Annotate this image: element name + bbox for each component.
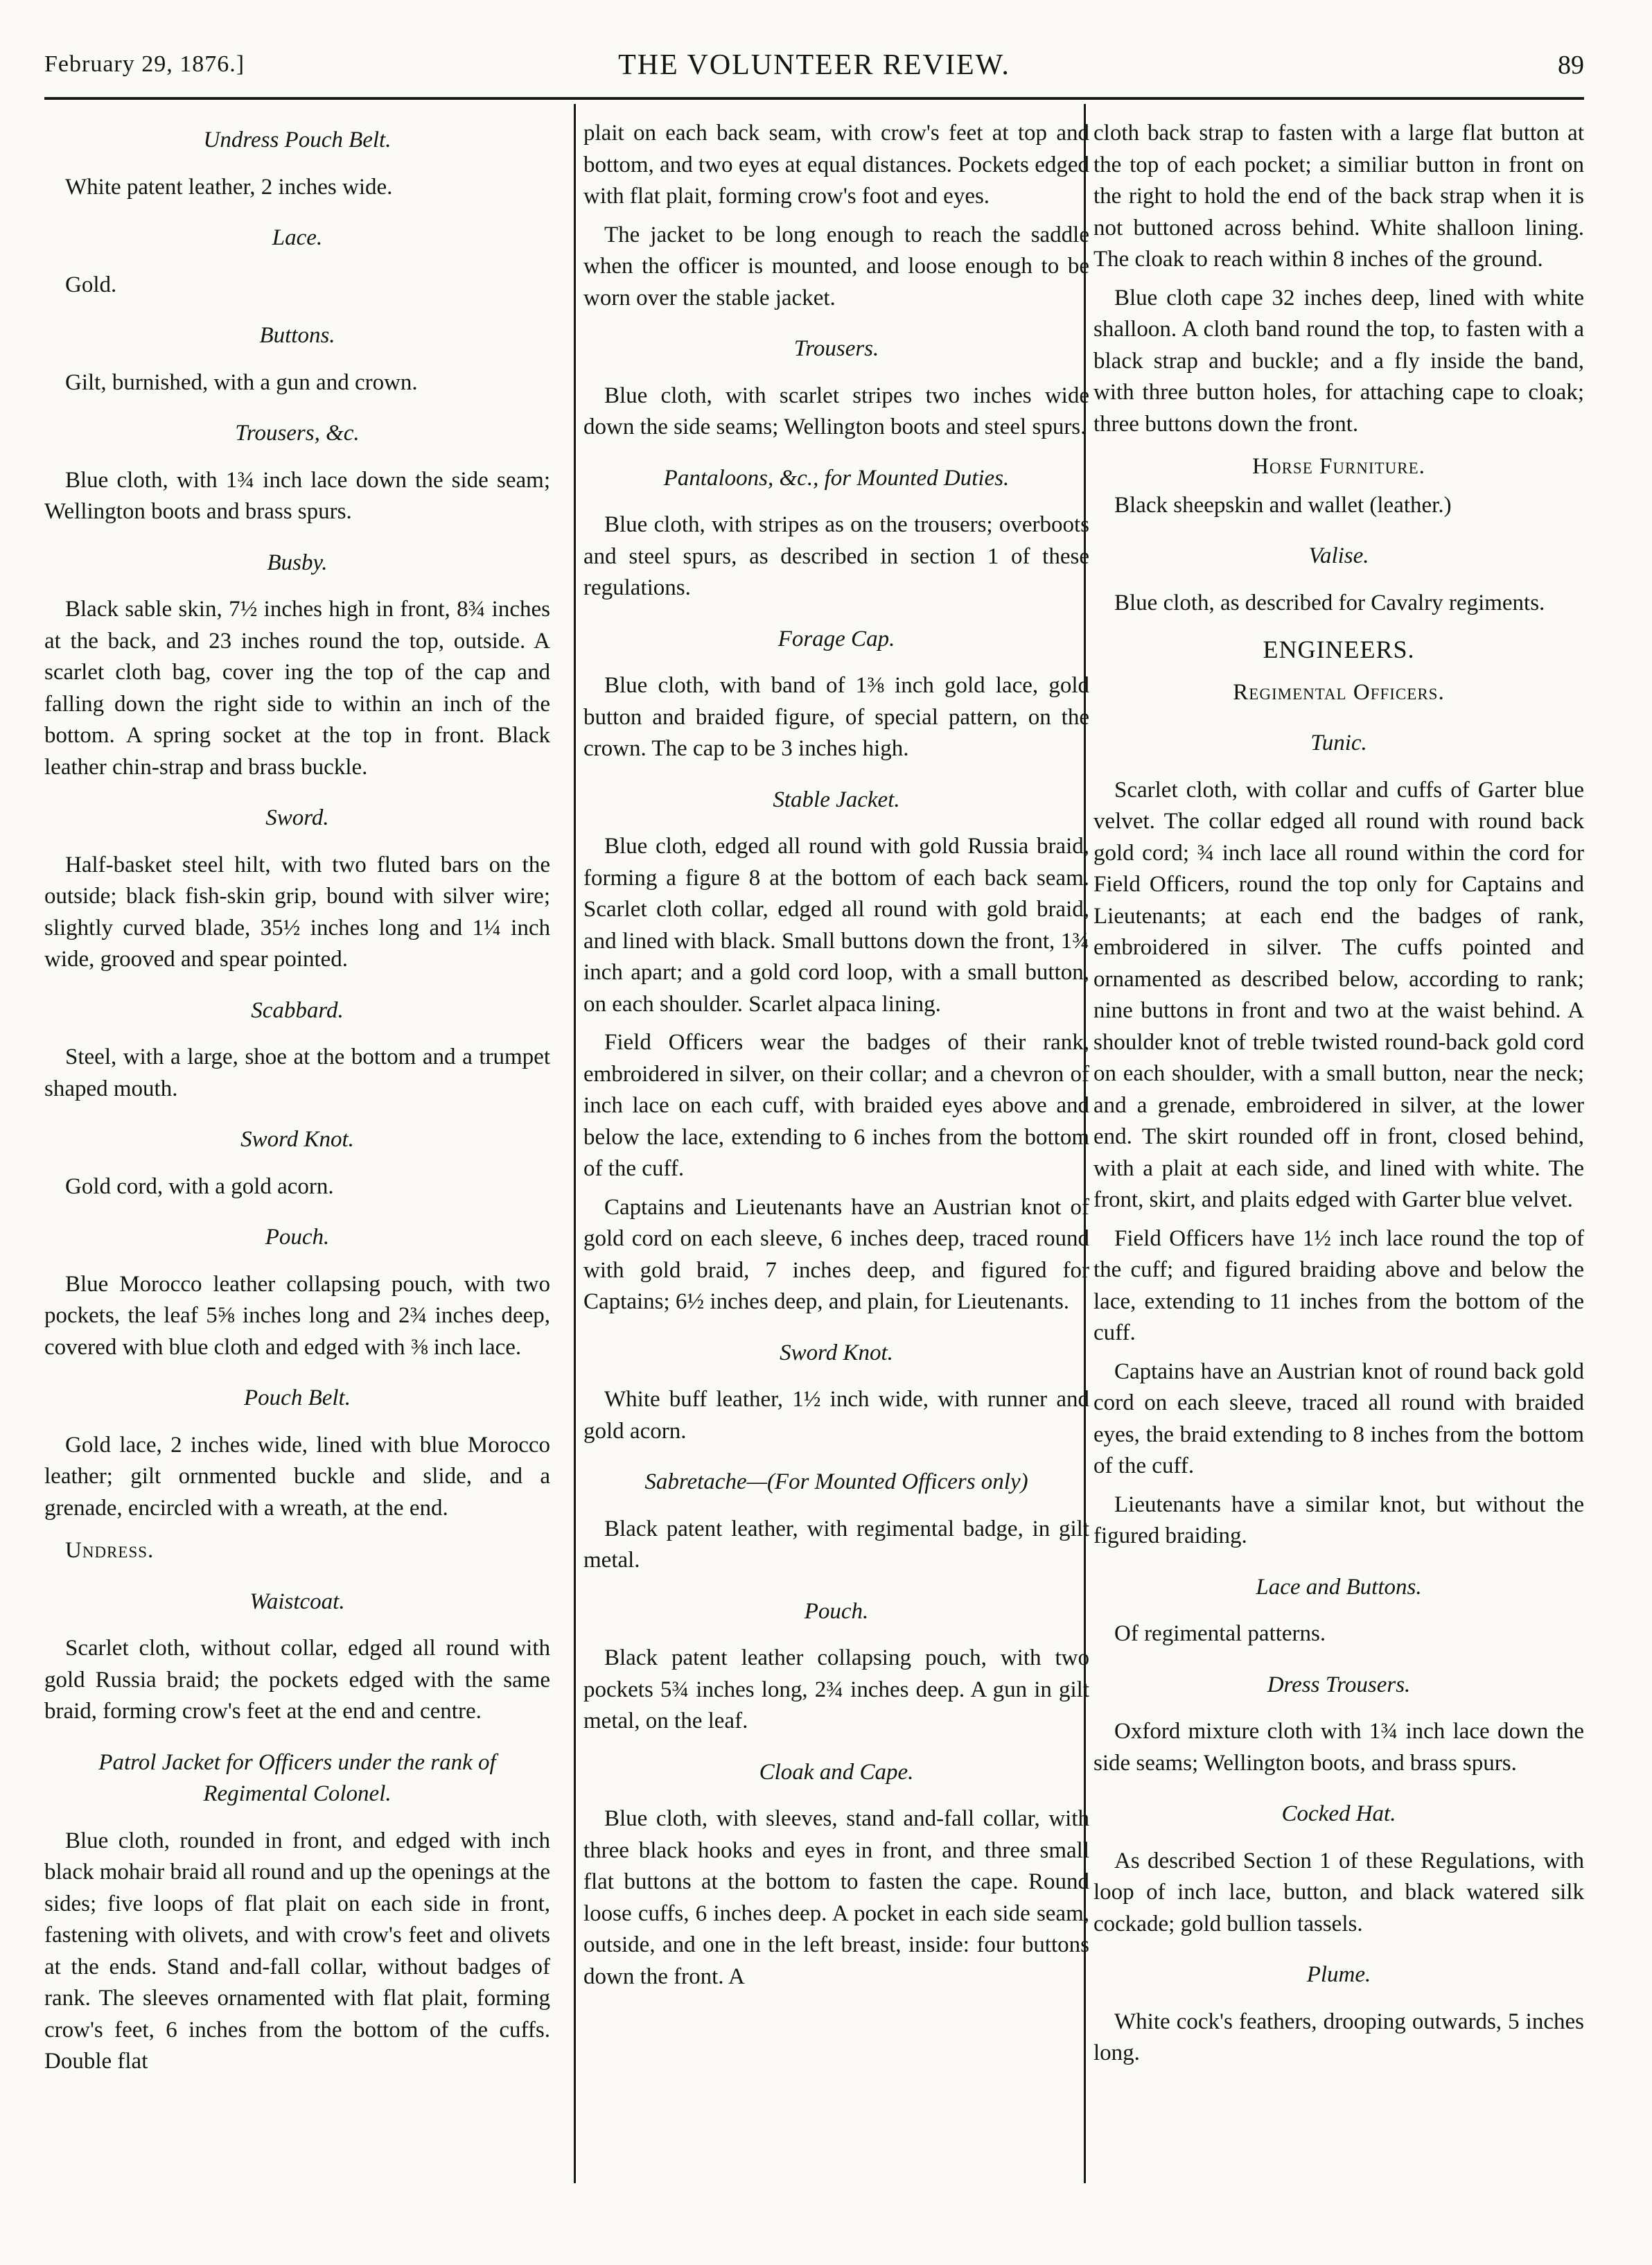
section-heading: Tunic. — [1310, 731, 1367, 755]
paragraph: Blue cloth, with stripes as on the trousers; overboots and steel spurs, as described in section 1 of these regulations. — [583, 512, 1089, 600]
paragraph: Scarlet cloth, without collar, edged all round with gold Russia braid; the pockets edged with the same braid, forming crow's feet at the end and centre. — [44, 1636, 550, 1724]
section-heading: Stable Jacket. — [773, 787, 900, 812]
subsection-heading: Regimental Officers. — [1233, 679, 1445, 705]
section-heading: Pouch Belt. — [244, 1385, 351, 1410]
paragraph: Captains and Lieutenants have an Austrian knot of gold cord on each sleeve, 6 inches deep, traced round with gold braid, 7 inches deep, and figured for Captains; 6½ inches deep, and plain, for Lieutenants. — [583, 1194, 1089, 1314]
paragraph: Blue cloth, with band of 1⅜ inch gold lace, gold button and braided figure, of special pattern, on the crown. The cap to be 3 inches high. — [583, 673, 1089, 761]
section-heading: Dress Trousers. — [1267, 1672, 1411, 1697]
paragraph: Black sheepskin and wallet (leather.) — [1114, 492, 1452, 518]
section-heading: Sword Knot. — [780, 1340, 893, 1365]
paragraph: Blue cloth, with 1¾ inch lace down the side seam; Wellington boots and brass spurs. — [44, 467, 550, 524]
paragraph: As described Section 1 of these Regulations, with loop of inch lace, button, and black watered silk cockade; gold bullion tassels. — [1093, 1848, 1584, 1936]
section-heading: Forage Cap. — [777, 626, 895, 651]
corps-heading: ENGINEERS. — [1263, 636, 1415, 663]
paragraph: plait on each back seam, with crow's feet at top and bottom, and two eyes at equal distances. Pockets edged with flat plait, forming crow's foot and eyes. — [583, 121, 1089, 209]
paragraph: Blue cloth, with sleeves, stand and-fall collar, with three black hooks and eyes in front, and three small flat buttons at the bottom to fasten the cape. Round loose cuffs, 6 inches deep. A pocket in each side seam, outside, and one in the left breast, inside: four buttons down the front. A — [583, 1806, 1089, 1989]
page-header — [44, 43, 1584, 98]
header-rule — [44, 97, 1584, 100]
paragraph: Blue cloth, edged all round with gold Russia braid, forming a figure 8 at the bottom of each back seam. Scarlet cloth collar, edged all round with gold braid, and lined with black. Small buttons down the front, 1¾ inch apart; and a gold cord loop, with a small button, on each shoulder. Scarlet alpaca lining. — [583, 834, 1089, 1017]
paragraph: Gold. — [65, 272, 117, 297]
section-heading: Trousers, &c. — [235, 421, 360, 446]
paragraph: Field Officers have 1½ inch lace round the top of the cuff; and figured braiding above and below the lace, extending to 11 inches from the bottom of the cuff. — [1093, 1225, 1584, 1345]
section-heading: Patrol Jacket for Officers under the rank of Regimental Colonel. — [98, 1749, 496, 1806]
paragraph: Black patent leather, with regimental badge, in gilt metal. — [583, 1516, 1089, 1573]
paragraph: Blue cloth, as described for Cavalry regiments. — [1114, 590, 1545, 615]
paragraph: Captains have an Austrian knot of round back gold cord on each sleeve, traced all round with braided eyes, the braid extending to 8 inches from the bottom of the cuff. — [1093, 1358, 1584, 1478]
paragraph: Of regimental patterns. — [1114, 1621, 1326, 1646]
section-heading: Cloak and Cape. — [759, 1759, 914, 1785]
section-heading: Sabretache—(For Mounted Officers only) — [644, 1469, 1028, 1494]
publication-title: THE VOLUNTEER REVIEW. — [618, 49, 1010, 81]
section-heading: Lace and Buttons. — [1256, 1574, 1422, 1600]
subsection-heading: Horse Furniture. — [1252, 454, 1425, 479]
section-heading: Pantaloons, &c., for Mounted Duties. — [663, 465, 1010, 491]
paragraph: cloth back strap to fasten with a large flat button at the top of each pocket; a similiar button in front on the right to hold the end of the back strap when it is not buttoned across behind. White shalloon lining. The cloak to reach within 8 inches of the ground. — [1093, 121, 1584, 272]
section-heading: Pouch. — [265, 1225, 330, 1250]
section-heading: Buttons. — [259, 323, 335, 348]
section-heading: Sword. — [265, 805, 329, 830]
paragraph: White buff leather, 1½ inch wide, with runner and gold acorn. — [583, 1387, 1089, 1444]
paragraph: The jacket to be long enough to reach the saddle when the officer is mounted, and loose enough to be worn over the stable jacket. — [583, 222, 1089, 311]
subsection-heading: Undress. — [65, 1538, 155, 1563]
paragraph: Lieutenants have a similar knot, but without the figured braiding. — [1093, 1492, 1584, 1548]
section-heading: Scabbard. — [251, 997, 344, 1023]
section-heading: Waistcoat. — [249, 1589, 345, 1614]
paragraph: Scarlet cloth, with collar and cuffs of Garter blue velvet. The collar edged all round with round back gold cord; ¾ inch lace all round within the cord for Field Officers, round the top only for Captains and Lieutenants; at each end the badges of rank, embroidered in silver. The cuffs pointed and ornamented as described below, according to rank; nine buttons in front and two at the waist behind. A shoulder knot of treble twisted round-back gold cord on each shoulder, with a small button, near the neck; and a grenade, embroidered in silver, at the lower end. The skirt rounded off in front, closed behind, with a plait at each side, and lined with white. The front, skirt, and plaits edged with Garter blue velvet. — [1093, 777, 1584, 1212]
paragraph: Black patent leather collapsing pouch, with two pockets 5¾ inches long, 2¾ inches deep. A gun in gilt metal, on the leaf. — [583, 1645, 1089, 1733]
paragraph: Field Officers wear the badges of their rank, embroidered in silver, on their collar; and a chevron of inch lace on each cuff, with braided eyes above and below the lace, extending to 6 inches from the bottom of the cuff. — [583, 1030, 1089, 1181]
paragraph: Gold lace, 2 inches wide, lined with blue Morocco leather; gilt ornmented buckle and slide, and a grenade, encircled with a wreath, at the end. — [44, 1432, 550, 1521]
paragraph: Blue cloth, with scarlet stripes two inches wide down the side seams; Wellington boots and steel spurs. — [583, 383, 1089, 439]
issue-date: February 29, 1876.] — [44, 51, 245, 77]
paragraph: White patent leather, 2 inches wide. — [65, 174, 393, 200]
paragraph: Oxford mixture cloth with 1¾ inch lace down the side seams; Wellington boots, and brass spurs. — [1093, 1719, 1584, 1776]
paragraph: Blue Morocco leather collapsing pouch, with two pockets, the leaf 5⅝ inches long and 2¾ inches deep, covered with blue cloth and edged with ⅜ inch lace. — [44, 1271, 550, 1360]
column-divider-1 — [574, 104, 576, 2183]
paragraph: White cock's feathers, drooping outwards, 5 inches long. — [1093, 2009, 1584, 2065]
paragraph: Blue cloth, rounded in front, and edged with inch black mohair braid all round and up the openings at the sides; five loops of flat plait on each side in front, fastening with olivets, and with crow's feet and olivets at the ends. Stand and-fall collar, without badges of rank. The sleeves ornamented with flat plait, forming crow's feet, 6 inches from the bottom of the cuffs. Double flat — [44, 1828, 550, 2074]
paragraph: Half-basket steel hilt, with two fluted bars on the outside; black fish-skin grip, bound with silver wire; slightly curved blade, 35½ inches long and 1¼ inch wide, grooved and spear pointed. — [44, 852, 550, 972]
page-number: 89 — [1558, 51, 1584, 80]
section-heading: Cocked Hat. — [1281, 1801, 1396, 1826]
section-heading: Trousers. — [793, 336, 879, 361]
paragraph: Gilt, burnished, with a gun and crown. — [65, 369, 418, 395]
section-heading: Lace. — [272, 225, 323, 250]
section-heading: Valise. — [1308, 543, 1369, 568]
paragraph: Gold cord, with a gold acorn. — [65, 1173, 334, 1199]
paragraph: Black sable skin, 7½ inches high in front, 8¾ inches at the back, and 23 inches round the top, outside. A scarlet cloth bag, cover ing the top of the cap and falling down the right side to within an inch of the bottom. A spring socket at the top in front. Black leather chin-strap and brass buckle. — [44, 597, 550, 780]
paragraph: Blue cloth cape 32 inches deep, lined with white shalloon. A cloth band round the top, to fasten with a black strap and buckle; and a fly inside the band, with three button holes, for attaching cape to cloak; three buttons down the front. — [1093, 285, 1584, 437]
column-2 — [583, 118, 1089, 2000]
paragraph: Steel, with a large, shoe at the bottom and a trumpet shaped mouth. — [44, 1044, 550, 1101]
section-heading: Plume. — [1306, 1962, 1371, 1987]
section-heading: Pouch. — [804, 1598, 869, 1624]
section-heading: Sword Knot. — [240, 1127, 354, 1152]
column-1 — [44, 118, 550, 2085]
section-heading: Undress Pouch Belt. — [203, 128, 392, 152]
column-3 — [1093, 118, 1584, 2076]
section-heading: Busby. — [267, 550, 328, 575]
